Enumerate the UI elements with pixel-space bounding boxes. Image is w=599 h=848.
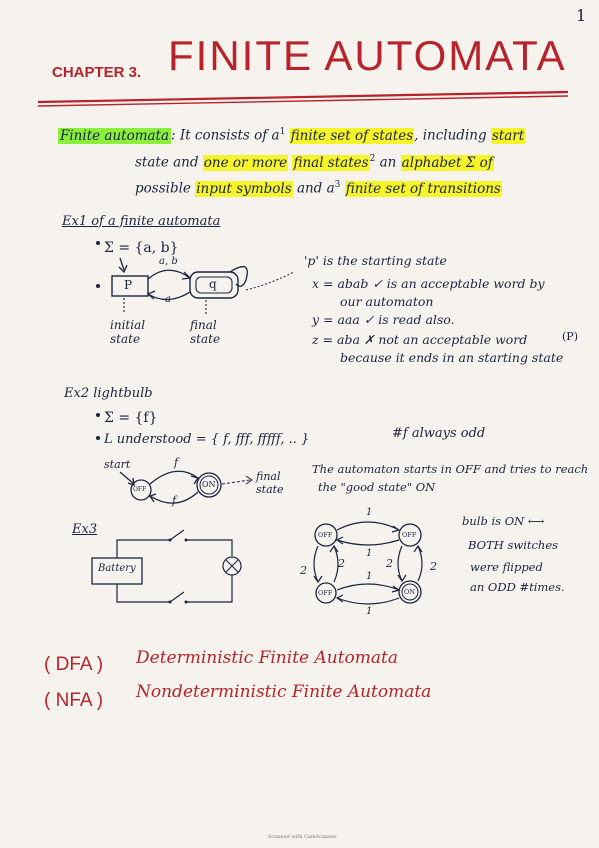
highlight-input: input symbols bbox=[196, 180, 292, 197]
ex2-heading: Ex2 lightbulb bbox=[64, 386, 153, 401]
ex3-heading: Ex3 bbox=[72, 522, 98, 537]
ex1-state-p: P bbox=[124, 278, 133, 292]
ex1-note-1: x = abab ✓ is an acceptable word by bbox=[312, 276, 545, 291]
ex3-edge-top-1: 1 bbox=[366, 507, 373, 518]
highlight-transitions: finite set of transitions bbox=[345, 180, 501, 197]
ex2-edge-f-top: f bbox=[174, 456, 179, 469]
ex1-final-label: final state bbox=[190, 318, 221, 346]
ex1-edge-a: a bbox=[165, 294, 171, 305]
ex1-note-0: 'p' is the starting state bbox=[304, 253, 447, 268]
ex2-note-line1: The automaton starts in OFF and tries to reach bbox=[312, 462, 589, 476]
ex2-start-label: start bbox=[104, 458, 131, 471]
chapter-label: CHAPTER 3. bbox=[52, 64, 142, 81]
ex1-note-4: z = aba ✗ not an acceptable word bbox=[312, 332, 528, 347]
bulb-note-2: were flipped bbox=[470, 560, 543, 574]
ex3-edge-right-2: 2 bbox=[430, 560, 437, 573]
ex3-edge-low-1: 1 bbox=[366, 571, 373, 582]
ex3-edge-leftin-2: 2 bbox=[338, 557, 345, 570]
battery-label: Battery bbox=[98, 563, 136, 574]
ex3-state-br-label: ON bbox=[404, 588, 416, 596]
bulb-note-0: bulb is ON ⟷ bbox=[462, 514, 545, 528]
ex2-state-off: OFF bbox=[133, 486, 147, 493]
ex1-note-5: because it ends in an starting state bbox=[340, 350, 564, 365]
bulb-note-3: an ODD #times. bbox=[470, 580, 565, 594]
scanner-footer: Scanned with CamScanner bbox=[268, 834, 337, 840]
ex2-sigma: Σ = {f} bbox=[104, 410, 158, 426]
page-title: FINITE AUTOMATA bbox=[168, 32, 567, 79]
ex2-note-line2: the "good state" ON bbox=[318, 480, 436, 494]
ex3-state-tr-label: OFF bbox=[402, 531, 417, 539]
bulb-note-1: BOTH switches bbox=[468, 538, 559, 552]
ex1-p-note: (P) bbox=[562, 330, 578, 343]
definition-line-3: possible input symbols and $a^3$ finite set of transitions bbox=[135, 180, 501, 197]
definition-line-1: Finite automata : It consists of $a^1$ finite set of states, including start bbox=[60, 127, 525, 144]
term-finite-automata: Finite automata bbox=[60, 127, 170, 144]
ex2-final-label: final state bbox=[256, 470, 284, 496]
highlight-start: start bbox=[491, 127, 525, 144]
ex3-edge-bottom-1: 1 bbox=[366, 606, 373, 617]
ex2-language-note: #f always odd bbox=[392, 426, 486, 441]
highlight-alphabet: alphabet Σ of bbox=[401, 154, 493, 171]
ex3-edge-mid-1: 1 bbox=[366, 548, 373, 559]
dfa-name: Deterministic Finite Automata bbox=[136, 648, 398, 668]
ex2-state-on: ON bbox=[202, 480, 216, 489]
nfa-name: Nondeterministic Finite Automata bbox=[136, 682, 432, 702]
ex1-initial-label: initial state bbox=[110, 318, 146, 346]
ex1-heading: Ex1 of a finite automata bbox=[62, 214, 221, 229]
nfa-abbr: ( NFA ) bbox=[44, 690, 104, 711]
ex1-sigma: Σ = {a, b} bbox=[104, 240, 179, 256]
ex1-edge-ab: a, b bbox=[159, 256, 178, 267]
ex1-note-2: our automaton bbox=[340, 294, 434, 309]
definition-line-2: state and one or more final states$^2$ an alphabet Σ of bbox=[135, 154, 493, 171]
dfa-abbr: ( DFA ) bbox=[44, 654, 104, 675]
ex2-language: L understood = { f, fff, fffff, .. } bbox=[104, 432, 310, 447]
page-number: 1 bbox=[576, 6, 587, 25]
ex3-state-bl-label: OFF bbox=[318, 589, 333, 597]
ex1-note-3: y = aaa ✓ is read also. bbox=[312, 312, 455, 327]
highlight-states: finite set of states bbox=[290, 127, 414, 144]
ex2-edge-f-bottom: f bbox=[172, 494, 177, 507]
ex1-state-q: q bbox=[209, 277, 217, 291]
highlight-final: final states bbox=[293, 154, 369, 171]
ex3-state-tl-label: OFF bbox=[318, 531, 333, 539]
ex3-edge-rightin-2: 2 bbox=[386, 557, 393, 570]
ex3-edge-left-2: 2 bbox=[300, 564, 307, 577]
